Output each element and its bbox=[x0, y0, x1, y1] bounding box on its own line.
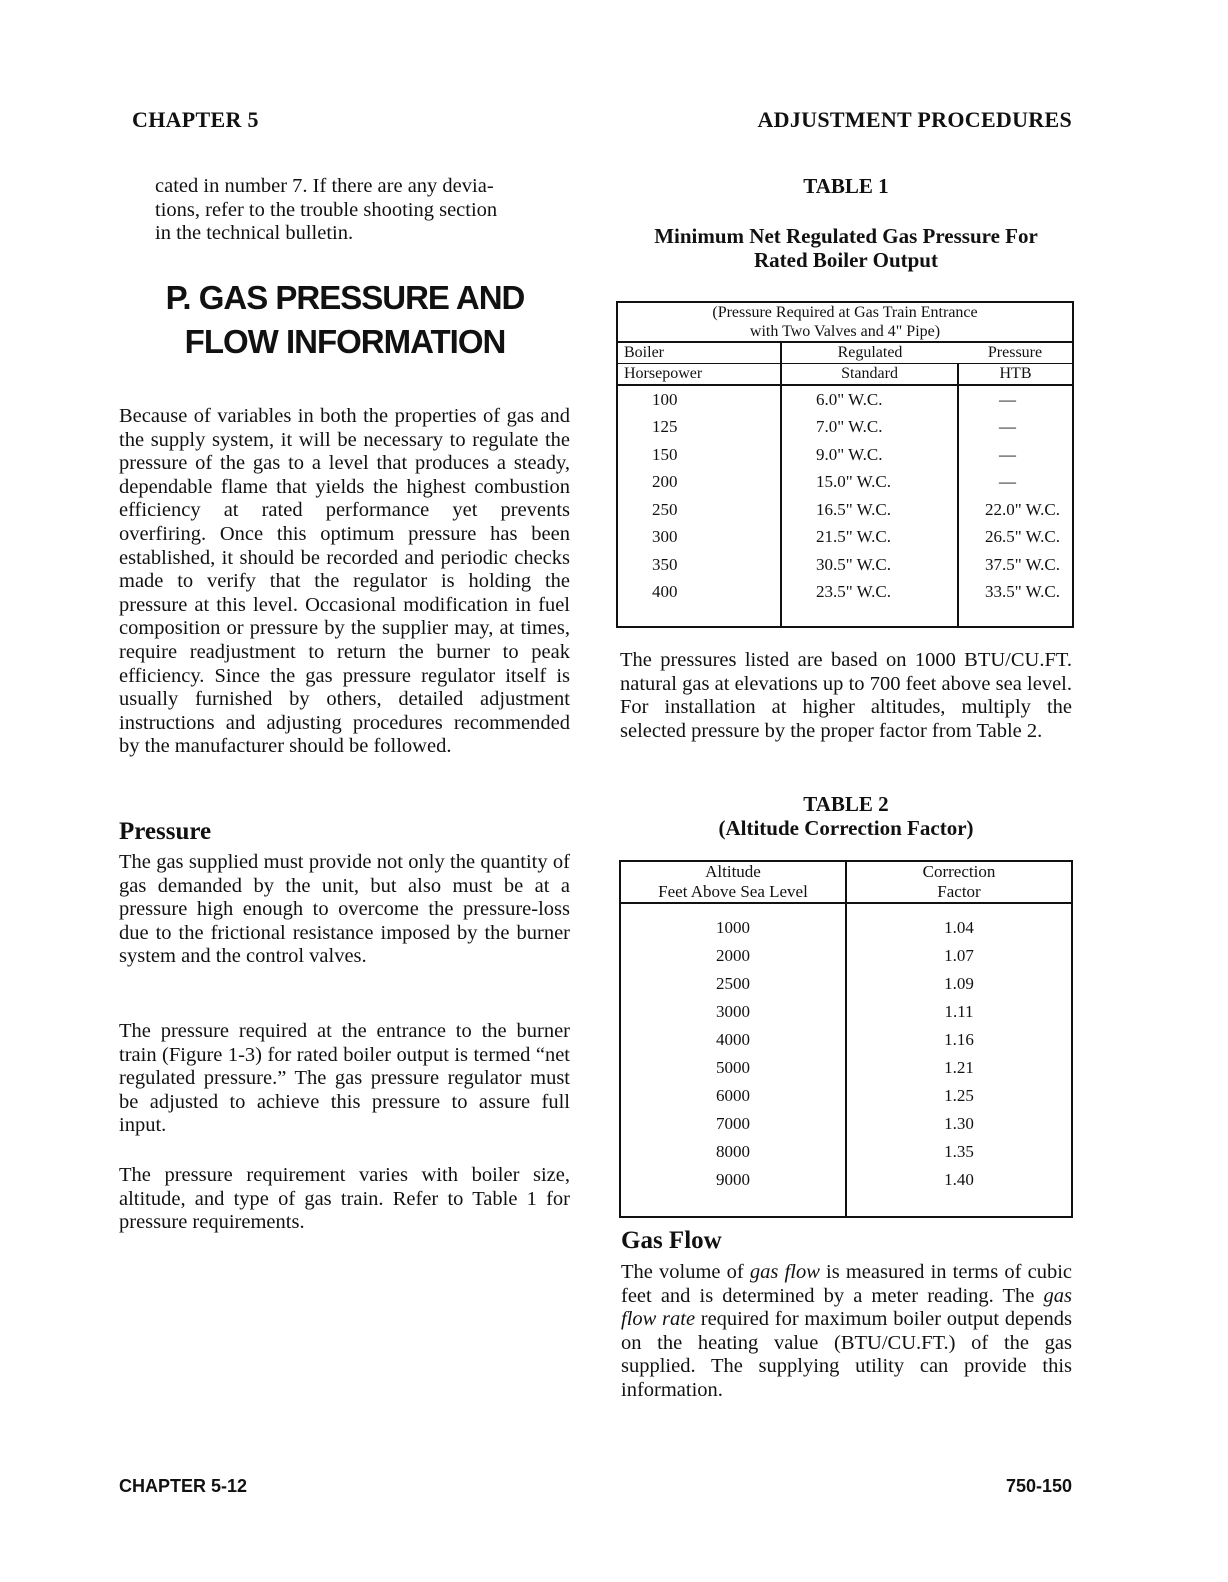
gas-flow-emphasis: gas flow bbox=[749, 1261, 820, 1283]
table1-standard: 16.5" W.C. bbox=[781, 496, 958, 524]
paragraph-requirements: The pressure requirement varies with boiler size, altitude, and type of gas train. Refer to Table 1 for pressure requirements. bbox=[119, 1164, 570, 1234]
table1-hp: 250 bbox=[617, 496, 781, 524]
table-row bbox=[620, 1082, 1072, 1110]
table2-factor: 1.16 bbox=[944, 1030, 974, 1049]
table1-htb: — bbox=[999, 417, 1016, 437]
intro-line: cated in number 7. If there are any devia- bbox=[155, 175, 494, 197]
gas-flow-text: is measured in terms of cubic feet and is determined by a meter reading. The bbox=[621, 1261, 1072, 1307]
table2-altitude: 5000 bbox=[620, 1054, 846, 1082]
paragraph-pressure-supply: The gas supplied must provide not only the quantity of gas demanded by the unit, but also must be at a pressure high enough to overcome the pressure-loss due to the frictional resistance imposed by the burner system and the control valves. bbox=[119, 851, 570, 968]
table2-factor: 1.35 bbox=[944, 1142, 974, 1161]
table1-htb: 33.5" W.C. bbox=[985, 582, 1060, 602]
table1-note: The pressures listed are based on 1000 BTU/CU.FT. natural gas at elevations up to 700 feet above sea level. For installation at higher altitudes, multiply the selected pressure by the proper factor from Table 2. bbox=[620, 649, 1072, 742]
table1-standard: 6.0" W.C. bbox=[781, 385, 958, 414]
table1-head-pressure: Pressure bbox=[958, 342, 1073, 364]
table2-factor: 1.11 bbox=[944, 1002, 974, 1021]
table1-hp: 400 bbox=[617, 579, 781, 607]
section-header: ADJUSTMENT PROCEDURES bbox=[757, 107, 1072, 132]
table-row bbox=[617, 524, 1073, 552]
table1-standard: 15.0" W.C. bbox=[781, 469, 958, 497]
table1-htb: 26.5" W.C. bbox=[985, 527, 1060, 547]
table1-hp: 200 bbox=[617, 469, 781, 497]
pressure-heading: Pressure bbox=[119, 818, 212, 845]
table1-hp: 100 bbox=[617, 385, 781, 414]
table1-hp: 350 bbox=[617, 551, 781, 579]
table2-altitude: 2500 bbox=[620, 970, 846, 998]
table2-head-correction bbox=[846, 861, 1072, 903]
table-row bbox=[620, 1026, 1072, 1054]
table1-hp: 300 bbox=[617, 524, 781, 552]
chapter-header: CHAPTER 5 bbox=[132, 107, 259, 132]
table-row bbox=[617, 385, 1073, 414]
table2-altitude: 4000 bbox=[620, 1026, 846, 1054]
table1-head-regulated: Regulated bbox=[781, 342, 958, 364]
table1-standard: 21.5" W.C. bbox=[781, 524, 958, 552]
table1-htb: — bbox=[999, 444, 1016, 464]
table1-standard: 30.5" W.C. bbox=[781, 551, 958, 579]
table-row bbox=[620, 1110, 1072, 1138]
table1-standard: 7.0" W.C. bbox=[781, 414, 958, 442]
section-title-line: P. GAS PRESSURE AND bbox=[165, 279, 525, 316]
table2-altitude: 6000 bbox=[620, 1082, 846, 1110]
table2-factor: 1.25 bbox=[944, 1086, 974, 1105]
table2-head-line: Altitude bbox=[705, 862, 761, 881]
table2-head-line: Correction bbox=[922, 862, 996, 881]
table1-title bbox=[617, 224, 1075, 272]
table1-caption-line: (Pressure Required at Gas Train Entrance bbox=[712, 304, 978, 321]
table1-hp: 150 bbox=[617, 441, 781, 469]
gas-flow-paragraph bbox=[621, 1261, 1072, 1403]
table-row bbox=[620, 1054, 1072, 1082]
table1-head-horsepower: Horsepower bbox=[617, 364, 781, 386]
intro-text bbox=[155, 175, 545, 246]
intro-line: in the technical bulletin. bbox=[155, 222, 354, 245]
table1-htb: 22.0" W.C. bbox=[985, 499, 1060, 519]
table1-standard: 23.5" W.C. bbox=[781, 579, 958, 607]
table1-htb: — bbox=[999, 389, 1016, 409]
table1-head-boiler: Boiler bbox=[617, 342, 781, 364]
table2-head-altitude bbox=[620, 861, 846, 903]
table2-factor: 1.40 bbox=[944, 1170, 974, 1189]
footer-chapter: CHAPTER 5-12 bbox=[119, 1476, 248, 1496]
table2-altitude: 7000 bbox=[620, 1110, 846, 1138]
table2-label: TABLE 2 bbox=[803, 792, 889, 816]
gas-flow-text: The volume of bbox=[621, 1261, 750, 1283]
table2-altitude: 2000 bbox=[620, 942, 846, 970]
table2-altitude: 9000 bbox=[620, 1166, 846, 1194]
table1-hp: 125 bbox=[617, 414, 781, 442]
table2-head-line: Factor bbox=[937, 882, 981, 901]
table1-caption-line: with Two Valves and 4" Pipe) bbox=[749, 323, 941, 340]
table2-title: (Altitude Correction Factor) bbox=[718, 816, 974, 840]
table-row bbox=[617, 496, 1073, 524]
gas-flow-heading: Gas Flow bbox=[621, 1227, 722, 1254]
table1-htb: — bbox=[999, 472, 1016, 492]
table1-head-standard: Standard bbox=[781, 364, 958, 386]
table-row bbox=[620, 942, 1072, 970]
table2-factor: 1.07 bbox=[944, 946, 974, 965]
table-row bbox=[617, 579, 1073, 607]
table-row bbox=[617, 441, 1073, 469]
table-row bbox=[620, 914, 1072, 942]
table2-altitude: 8000 bbox=[620, 1138, 846, 1166]
section-title-line: FLOW INFORMATION bbox=[184, 323, 506, 360]
table1-head-htb: HTB bbox=[958, 364, 1073, 386]
table1-caption bbox=[617, 302, 1073, 342]
table-row bbox=[620, 1138, 1072, 1166]
table1-title-line: Minimum Net Regulated Gas Pressure For bbox=[654, 224, 1038, 248]
table2-factor: 1.21 bbox=[944, 1058, 974, 1077]
table1-title-line: Rated Boiler Output bbox=[754, 248, 938, 272]
intro-line: tions, refer to the trouble shooting section bbox=[155, 198, 498, 221]
paragraph-variables: Because of variables in both the properties of gas and the supply system, it will be necessary to regulate the pressure of the gas to a level that produces a steady, dependable flame that yields the highest combustion efficiency at rated performance yet prevents overfiring. Once this optimum pressure has been established, it should be recorded and periodic checks made to verify that the regulator is holding the pressure at this level. Occasional modification in fuel composition or pressure by the supplier may, at times, require readjustment to return the burner to peak efficiency. Since the gas pressure regulator itself is usually furnished by others, detailed adjustment instructions and adjusting procedures recommended by the manufacturer should be followed. bbox=[119, 405, 570, 758]
table1-htb: 37.5" W.C. bbox=[985, 554, 1060, 574]
footer-doc-number: 750-150 bbox=[1005, 1476, 1072, 1496]
gas-flow-emphasis: gas flow rate bbox=[621, 1284, 1072, 1331]
table1-label: TABLE 1 bbox=[803, 174, 889, 198]
table2-factor: 1.04 bbox=[944, 918, 974, 937]
gas-flow-text: required for maximum boiler output depends on the heating value (BTU/CU.FT.) of the gas supplied. The supplying utility can provide this information. bbox=[621, 1308, 1072, 1401]
table2-altitude-table bbox=[619, 860, 1073, 1218]
table2-altitude: 3000 bbox=[620, 998, 846, 1026]
table1-pressure-table bbox=[616, 301, 1074, 628]
table2-head-line: Feet Above Sea Level bbox=[658, 882, 808, 901]
table-row bbox=[620, 970, 1072, 998]
table2-factor: 1.09 bbox=[944, 974, 974, 993]
table1-standard: 9.0" W.C. bbox=[781, 441, 958, 469]
paragraph-net-regulated: The pressure required at the entrance to the burner train (Figure 1-3) for rated boiler output is termed “net regulated pressure.” The gas pressure regulator must be adjusted to achieve this pressure to assure full input. bbox=[119, 1020, 570, 1137]
table2-altitude: 1000 bbox=[620, 914, 846, 942]
table-row bbox=[617, 551, 1073, 579]
table2-factor: 1.30 bbox=[944, 1114, 974, 1133]
section-title bbox=[118, 276, 572, 364]
table-row bbox=[620, 998, 1072, 1026]
table-row bbox=[620, 1166, 1072, 1194]
table-row bbox=[617, 414, 1073, 442]
table-row bbox=[617, 469, 1073, 497]
